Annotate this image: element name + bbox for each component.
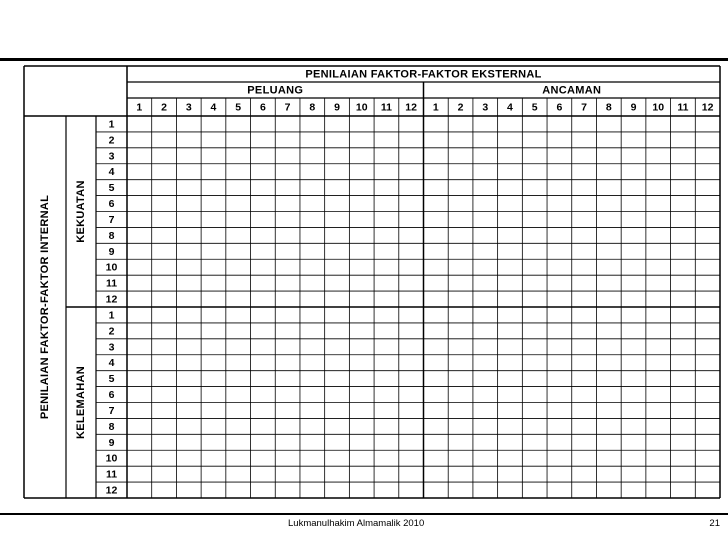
column-number: 5 xyxy=(235,101,242,114)
column-number: 11 xyxy=(677,101,689,114)
row-number: 7 xyxy=(108,404,115,417)
column-number: 1 xyxy=(136,101,143,114)
column-number: 5 xyxy=(531,101,538,114)
grid-labels xyxy=(39,69,714,497)
row-number: 12 xyxy=(105,293,118,306)
column-number: 7 xyxy=(581,101,588,114)
external-title: PENILAIAN FAKTOR-FAKTOR EKSTERNAL xyxy=(305,68,542,81)
row-number: 5 xyxy=(108,373,115,386)
column-number: 4 xyxy=(507,101,513,114)
column-number: 3 xyxy=(482,101,489,114)
column-number: 9 xyxy=(334,101,340,114)
row-number: 1 xyxy=(108,118,115,131)
column-number: 7 xyxy=(284,101,291,114)
column-number: 11 xyxy=(380,101,392,114)
row-number: 4 xyxy=(108,357,115,370)
row-number: 3 xyxy=(108,341,115,354)
row-number: 10 xyxy=(105,261,118,274)
column-group-label: ANCAMAN xyxy=(542,84,602,97)
row-number: 5 xyxy=(108,182,115,195)
footer-author: Lukmanulhakim Almamalik 2010 xyxy=(288,518,425,529)
row-number: 2 xyxy=(108,134,115,147)
page-number: 21 xyxy=(709,518,720,529)
row-number: 1 xyxy=(108,309,115,322)
row-number: 6 xyxy=(108,198,115,211)
column-number: 10 xyxy=(355,101,368,114)
column-number: 9 xyxy=(630,101,637,114)
column-number: 1 xyxy=(432,101,439,114)
row-number: 3 xyxy=(108,150,115,163)
column-number: 3 xyxy=(185,101,192,114)
row-group-label: KEKUATAN xyxy=(75,180,87,243)
column-number: 6 xyxy=(259,101,266,114)
internal-title: PENILAIAN FAKTOR-FAKTOR INTERNAL xyxy=(39,194,51,420)
column-number: 8 xyxy=(605,101,612,114)
column-number: 2 xyxy=(161,101,167,114)
grid-lines xyxy=(24,66,720,498)
row-number: 2 xyxy=(108,325,115,338)
column-number: 10 xyxy=(652,101,665,114)
row-number: 12 xyxy=(105,484,118,497)
row-number: 11 xyxy=(105,277,118,290)
row-number: 10 xyxy=(105,452,118,465)
row-number: 7 xyxy=(108,213,115,226)
row-number: 9 xyxy=(108,436,115,449)
row-number: 8 xyxy=(108,229,115,242)
column-number: 2 xyxy=(457,101,464,114)
row-number: 6 xyxy=(108,389,115,402)
row-number: 9 xyxy=(108,245,115,258)
column-number: 12 xyxy=(701,101,714,114)
bottom-rule xyxy=(0,513,728,515)
column-number: 8 xyxy=(309,101,316,114)
row-number: 11 xyxy=(105,468,118,481)
column-number: 6 xyxy=(556,101,563,114)
row-group-label: KELEMAHAN xyxy=(75,366,87,439)
row-number: 8 xyxy=(108,420,115,433)
column-number: 12 xyxy=(405,101,417,114)
row-number: 4 xyxy=(108,166,115,179)
column-number: 4 xyxy=(210,101,217,114)
column-group-label: PELUANG xyxy=(247,84,304,97)
